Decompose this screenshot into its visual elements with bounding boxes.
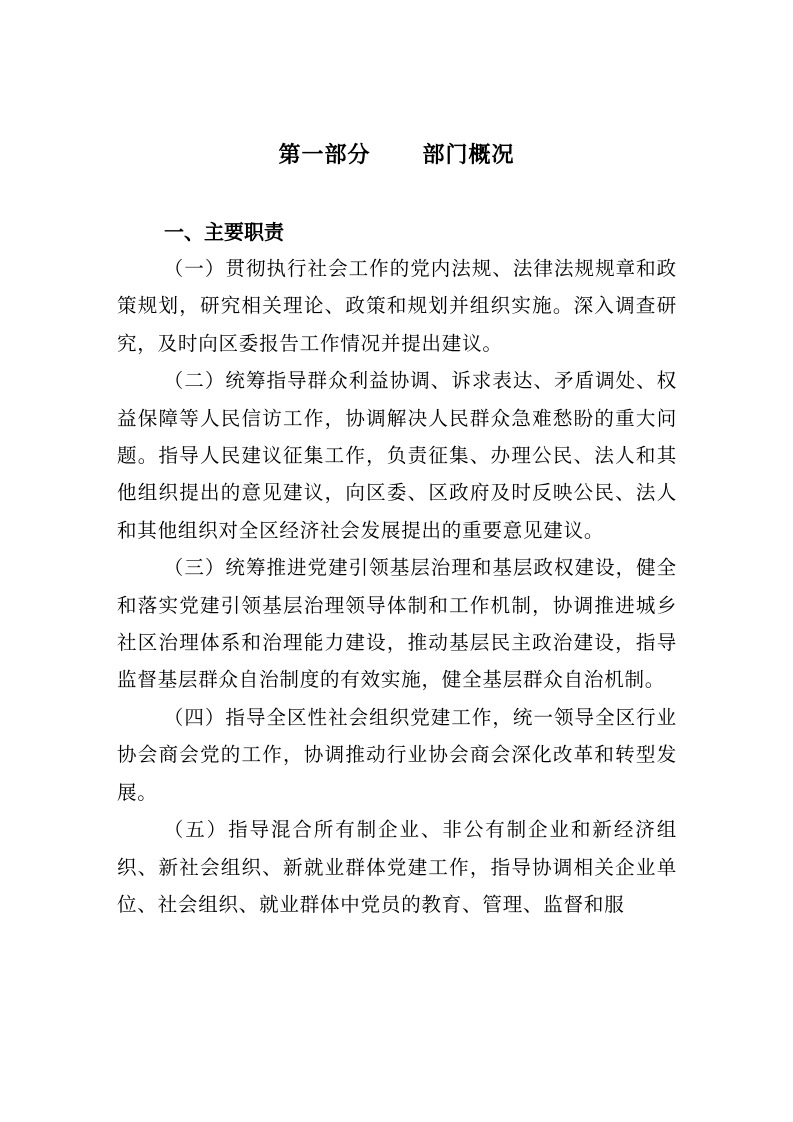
document-body bbox=[117, 214, 677, 923]
paragraph-4: （四）指导全区性社会组织党建工作，统一领导全区行业协会商会党的工作，协调推动行业协会商会深化改革和转型发展。 bbox=[117, 705, 677, 804]
section-heading: 一、主要职责 bbox=[164, 220, 284, 244]
page-title: 第一部分 部门概况 bbox=[278, 143, 515, 168]
paragraph-1: （一）贯彻执行社会工作的党内法规、法律法规规章和政策规划，研究相关理论、政策和规划并组织实施。深入调查研究，及时向区委报告工作情况并提出建议。 bbox=[117, 257, 677, 355]
paragraph-2: （二）统筹指导群众利益协调、诉求表达、矛盾调处、权益保障等人民信访工作，协调解决人民群众急难愁盼的重大问题。指导人民建议征集工作，负责征集、办理公民、法人和其他组织提出的意见建议，向区委、区政府及时反映公民、法人和其他组织对全区经济社会发展提出的重要意见建议。 bbox=[117, 369, 677, 542]
paragraph-5: （五）指导混合所有制企业、非公有制企业和新经济组织、新社会组织、新就业群体党建工作，指导协调相关企业单位、社会组织、就业群体中党员的教育、管理、监督和服 bbox=[117, 818, 677, 916]
paragraph-3: （三）统筹推进党建引领基层治理和基层政权建设，健全和落实党建引领基层治理领导体制和工作机制，协调推进城乡社区治理体系和治理能力建设，推动基层民主政治建设，指导监督基层群众自治制度的有效实施，健全基层群众自治机制。 bbox=[117, 556, 677, 692]
